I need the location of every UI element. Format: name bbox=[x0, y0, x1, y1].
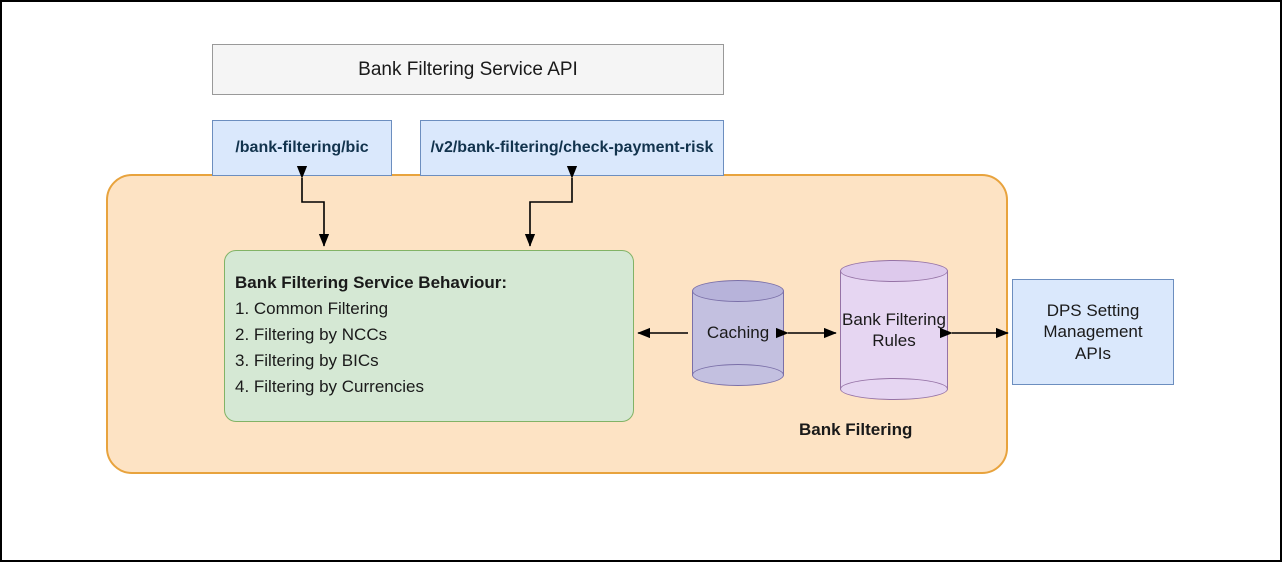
bank-filtering-rules-store bbox=[840, 260, 948, 400]
bank-filtering-service-api-box bbox=[212, 44, 724, 95]
behaviour-title: Bank Filtering Service Behaviour: bbox=[235, 273, 508, 293]
endpoint-bank-filtering-bic-label: /bank-filtering/bic bbox=[235, 139, 369, 156]
behaviour-item: 3. Filtering by BICs bbox=[235, 351, 379, 371]
endpoint-check-payment-risk[interactable] bbox=[420, 120, 724, 176]
endpoint-bank-filtering-bic[interactable] bbox=[212, 120, 392, 176]
dps-line-2: Management bbox=[1043, 322, 1143, 342]
bank-filtering-rules-store-label: Bank Filtering Rules bbox=[842, 309, 946, 350]
dps-setting-management-apis-box bbox=[1012, 279, 1174, 385]
bank-filtering-service-api-label: Bank Filtering Service API bbox=[358, 58, 578, 80]
dps-line-3: APIs bbox=[1075, 343, 1111, 363]
bank-filtering-service-behaviour-box bbox=[224, 250, 634, 422]
behaviour-item: 1. Common Filtering bbox=[235, 299, 389, 319]
behaviour-item: 2. Filtering by NCCs bbox=[235, 325, 388, 345]
bank-filtering-boundary-label: Bank Filtering bbox=[799, 420, 913, 439]
endpoint-check-payment-risk-label: /v2/bank-filtering/check-payment-risk bbox=[430, 139, 714, 156]
behaviour-item: 4. Filtering by Currencies bbox=[235, 376, 424, 396]
caching-store-label: Caching bbox=[706, 323, 770, 343]
dps-line-1: DPS Setting bbox=[1046, 301, 1140, 321]
caching-store bbox=[692, 280, 784, 386]
